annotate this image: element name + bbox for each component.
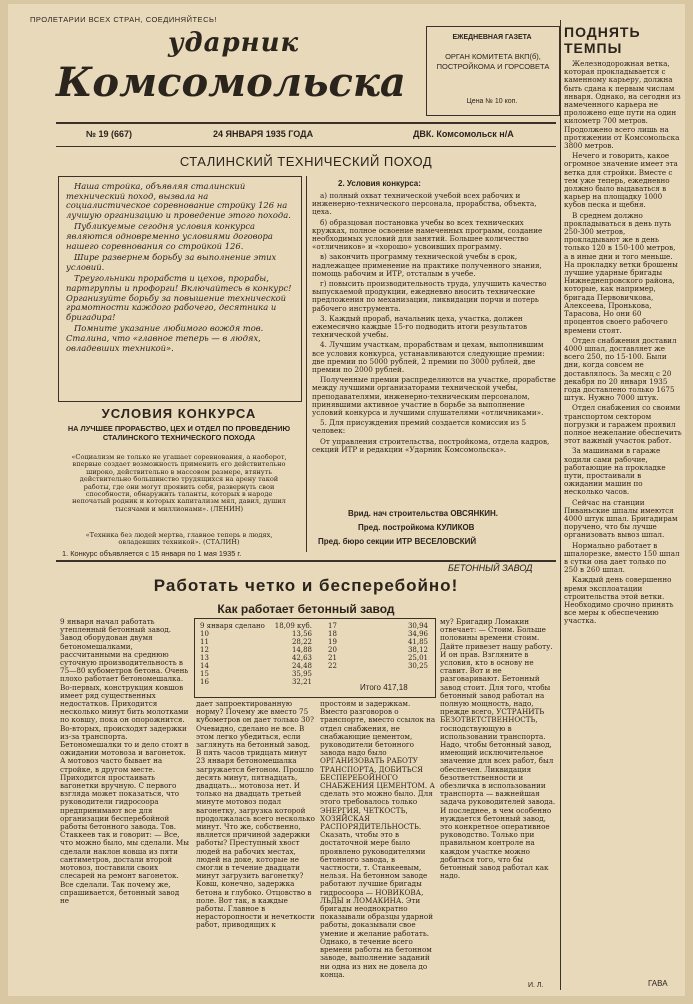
- production-value: 34,96: [407, 630, 428, 638]
- condition-paragraph: а) полный охват технической учебой всех рабочих и инженерно-технического персонала, прорабства, объекта, цеха.: [312, 192, 537, 217]
- production-table-right: [326, 622, 430, 670]
- signature-3: Пред. бюро секции ИТР ВЕСЕЛОВСКИЙ: [318, 537, 477, 546]
- lenin-quote: «Социализм не только не угашает соревнования, а наоборот, впервые создает возможность применить его действительно широко, действительно в массовом размере, втянуть действительно большинство трудящихся на арену такой работы, где они могут проявить себя, развернуть свои способности, обнаружить таланты, которых в народе непочатый родник и которых капитализм мял, давил, душил тысячами и миллионами». (ЛЕНИН): [71, 454, 287, 513]
- production-day: 20: [328, 646, 337, 654]
- condition-paragraph: 4. Лучшим участкам, прорабствам и цехам, выполнившим все условия конкурса, устанавливаются следующие премии: две премии по 5000 рублей, 2 премии по 3000 рублей, две премии по 2000 рублей.: [312, 340, 545, 375]
- production-row: [198, 678, 314, 686]
- production-day: 11: [200, 638, 209, 646]
- production-day: 13: [200, 654, 209, 662]
- right-col-paragraph: Сейчас на станции Пиваньские шпалы имеются 4000 штук шпал. Бригадирам поручено, что бы лучше организовать вывоз шпал.: [564, 497, 678, 540]
- production-table-left: [198, 622, 314, 686]
- production-day: 22: [328, 662, 337, 670]
- intro-paragraph: Наша стройка, объявляя сталинский технический поход, вызвала на социалистическое соревнование стройку 126 на лучшую организацию и проведение этого похода.: [66, 182, 291, 220]
- right-col-paragraph: За машинами в гараже ходили сами рабочие, работающие на прокладке пути, простаивали в ожидании машин по несколько часов.: [564, 446, 666, 497]
- intro-paragraph: Помните указание любимого вождя тов. Сталина, что «главное теперь — в людях, овладевших техникой».: [66, 323, 264, 353]
- concrete-top-rule: [56, 560, 556, 562]
- production-row: [326, 662, 430, 670]
- production-row: [198, 630, 314, 638]
- concrete-headline: Работать четко и бесперебойно!: [153, 576, 459, 595]
- production-row: [326, 622, 430, 630]
- date-rule: [56, 146, 556, 147]
- newspaper-page: [8, 4, 685, 996]
- production-value: 14,88: [291, 646, 312, 654]
- intro-text: [66, 182, 294, 396]
- issue-number: № 19 (667): [86, 129, 133, 139]
- concrete-signature: И. Л.: [528, 982, 544, 989]
- production-value: 30,25: [407, 662, 428, 670]
- concrete-col-1: 9 января начал работать утепленный бетонный завод. Завод оборудован двумя бетономешалками, рассчитанными на среднюю суточную производительность в 75—80 кубометров бетона. Очень плохо работает бетономешалка. Во-первых, конструкция ковшов имеет ряд существенных недостатков. Приходится несколько минут бить молотками по ковшу, пока он опорожнится. Во-вторых, происходят задержки из-за транспорта. Бетономешалки то и дело стоят в ожидании мотовоза и вагонеток. А мотовоз часто бывает на стройке, в другом месте. Приходится простаивать вагонетки вручную. С первого взгляда может показаться, что руководители гидросоора предпринимают все для организации бесперебойной работы бетонного завода. Тов. Стаккеев так и говорит: — Все, что можно было, мы сделали. Мы сделали наклон ковша из пяти сантиметров, достали второй мотовоз, поставили своих слесарей на ремонт вагонеток. Все сделали. Так почему же, спрашивается, бетонный завод не: [60, 618, 189, 905]
- production-day: 15: [200, 670, 209, 678]
- production-day: 14: [200, 662, 209, 670]
- intro-paragraph: Треугольники прорабств и цехов, прорабы, партгруппы и профорги! Включайтесь в конкурс! Организуйте борьбу за повышение технической грамотности каждого рабочего, десятника и бригадира!: [66, 273, 292, 322]
- production-row: [326, 654, 430, 662]
- production-total: Итого 417,18: [360, 683, 408, 692]
- production-value: 28,22: [291, 638, 312, 646]
- production-row: [198, 638, 314, 646]
- production-day: 19: [328, 638, 337, 646]
- stalin-quote: «Техника без людей мертва, главное теперь в людях, овладевших техникой». (СТАЛИН): [85, 532, 273, 547]
- production-row: [326, 638, 430, 646]
- section-title: СТАЛИНСКИЙ ТЕХНИЧЕСКИЙ ПОХОД: [179, 154, 433, 169]
- production-day: 21: [328, 654, 337, 662]
- condition-paragraph: 5. Для присуждения премий создается комиссия из 5 человек:: [312, 418, 527, 436]
- production-value: 30,94: [407, 622, 428, 630]
- production-row: [326, 646, 430, 654]
- production-value: 35,95: [291, 670, 312, 678]
- signature-1: Врид. нач строительства ОВСЯНКИН.: [348, 509, 498, 518]
- right-col-paragraph: Отдел снабжения доставил 4000 шпал, доставляет же всего 250, по 15-100. Были дни, когда совсем не доставлялось. За месяц с 20 декабря по 20 января 1935 года доставлено только 1675 штук. Нужно 7000 штук.: [564, 335, 677, 403]
- production-day: 10: [200, 630, 209, 638]
- production-day: 17: [328, 622, 337, 630]
- masthead-rule: [56, 122, 556, 124]
- condition-paragraph: 3. Каждый прораб, начальник цеха, участка, должен ежемесячно каждые 15-го подводить итоги результатов технической учебы.: [312, 313, 528, 340]
- conditions-divider: [306, 176, 307, 552]
- condition-paragraph: От управления строительства, постройкома, отдела кадров, секций ИТР и редакции «Ударник Комсомольска».: [312, 436, 550, 454]
- point-two-title: 2. Условия конкурса:: [338, 179, 421, 188]
- right-col-title: ПОДНЯТЬ ТЕМПЫ: [564, 24, 641, 56]
- production-day: 12: [200, 646, 209, 654]
- production-row: [198, 662, 314, 670]
- daily-label: ЕЖЕДНЕВНАЯ ГАЗЕТА: [452, 34, 532, 41]
- slogan: ПРОЛЕТАРИИ ВСЕХ СТРАН, СОЕДИНЯЙТЕСЬ!: [30, 15, 217, 24]
- right-col-paragraph: Каждый день совершенно время эксплоатации строительства этой ветки. Необходимо срочно принять все меры к обеспечению участка.: [564, 575, 674, 626]
- concrete-subhead: Как работает бетонный завод: [217, 602, 395, 616]
- production-value: 42,63: [291, 654, 312, 662]
- condition-paragraph: в) закончить программу технической учебы в срок, надлежащее применение на практике полученного знания, помощь рабочим и ИТР, отсталым в учебе.: [312, 252, 542, 278]
- concrete-col-4: му? Бригадир Ломакин отвечает: — Стоим. Больше половины времени стоим. Дайте привезет нашу работу. И он прав. Взгляните в условия, кто в основу не ставит. Вот и не разговаривают. Бетонный завод стоит. Для того, чтобы бетонный завод работал на полную мощность, надо, прежде всего, УСТРАНИТЬ БЕЗОТВЕТСТВЕННОСТЬ, господствующую в использовании транспорта. Надо, чтобы бетонный завод, имеющий исключительное значение для всех работ, был обеспечен. Ликвидация безответственности и обезличка в использовании транспорта — важнейшая задача руководителей завода. И последнее, в чем особенно нуждается бетонный завод, это конкретное оперативное руководство. Только при правильном контроле на каждом участке можно добиться того, что бы бетонный завод работал как надо.: [440, 618, 556, 881]
- production-row: [198, 654, 314, 662]
- concrete-col-3: простоям и задержкам. Вместо разговоров о транспорте, вместо ссылок на отдел снабжения, не снабжающие цементом, руководители бетонного завода надо было ОРГАНИЗОВАТЬ РАБОТУ ТРАНСПОРТА, ДОБИТЬСЯ БЕСПЕРЕБОЙНОГО СНАБЖЕНИЯ ЦЕМЕНТОМ. А сделать это можно было. Для этого требовалось только ЭНЕРГИЯ, ЧЕТКОСТЬ, ХОЗЯЙСКАЯ РАСПОРЯДИТЕЛЬНОСТЬ. Сказать, чтобы это в достаточной мере было проявлено руководителями бетонного завода, в частности, т. Станкеевым, нельзя. На бетонном заводе работают лучшие бригады гидросоора — НОВИКОВА, ЛЬДЫ и ЛОМАКИНА. Эти бригады неоднократно показывали образцы ударной работы, доказывали свое умение и желание работать. Однако, в течение всего времени работы на бетонном заводе, выполнение заданий ни одна из них не довела до конца.: [320, 700, 436, 979]
- signature-2: Пред. постройкома КУЛИКОВ: [358, 523, 475, 532]
- production-row: [198, 646, 314, 654]
- intro-paragraph: Шире развернем борьбу за выполнение этих условий.: [66, 252, 277, 272]
- issue-place: ДВК. Комсомольск н/А: [413, 129, 514, 139]
- production-value: 13,56: [291, 630, 312, 638]
- production-row: [198, 670, 314, 678]
- price-label: Цена № 10 коп.: [466, 98, 518, 105]
- concrete-col-2: дает запроектированную норму? Почему же вместо 75 кубометров он дает только 30? Очевидно, сделано не все. В этом легко убедиться, если заглянуть на бетонный завод. В пять часов тридцать минут 23 января бетономешалка загружается бетоном. Прошло десять минут, пятнадцать, двадцать... мотовоза нет. И только на двадцать третьей минуте мотовоз подал вагонетку, загрузка которой продолжалась всего несколько минут. Что же, собственно, является причиной задержки работы? Преступный хвост людей на рабочих местах, людей на доке, которые не смогли в течение двадцати минут загрузить вагонетку? Ковш, конечно, задержка бетона и глубоко. Отцовство в поле. Вот так, в каждые работы. Главное в нерасторопности и нечеткости работ, приводящих к: [196, 700, 315, 930]
- production-value: 32,21: [291, 678, 312, 686]
- right-col-text: [564, 60, 682, 980]
- production-day: 16: [200, 678, 209, 686]
- conditions-subtitle: НА ЛУЧШЕЕ ПРОРАБСТВО, ЦЕХ И ОТДЕЛ ПО ПРОВЕДЕНИЮ СТАЛИНСКОГО ТЕХНИЧЕСКОГО ПОХОДА: [67, 424, 291, 442]
- condition-paragraph: б) образцовая постановка учебы во всех технических кружках, полное освоение намеченных программ, создание необходимых условий для занятий. Большее количество «отличников» и «хорошо» усвоивших программу.: [312, 217, 543, 252]
- right-col-paragraph: Железнодорожная ветка, которая прокладывается с каменному карьеру, должна быть сдана к первым числам января. Однако, на сегодня из намеченного карьера не проложено еще пути на один километр 700 метров. Продолжено всего лишь на протяжении от Комсомольска 3800 метров.: [564, 60, 681, 151]
- issue-date: 24 ЯНВАРЯ 1935 ГОДА: [213, 129, 314, 139]
- production-day: 9 января сделано: [200, 622, 265, 630]
- right-col-paragraph: В среднем должно прокладываться в день путь 250-300 метров, прокладывают же в день только 120 в 150-100 метров, а в иные дни и того меньше. На прокладку ветки брошены лучшие ударные бригады Нижнеднепровского района, которые, как например, бригада Первовичкова, Алексеева, Пронькова, Тарасова, Но они 60 процентов своего рабочего времени стоят.: [564, 210, 678, 335]
- condition-paragraph: г) повысить производительность труда, улучшить качество выпускаемой продукции, ежедневно вносить технические предложения по механизации, ликвидации порчи и потерь рабочего инструмента.: [312, 279, 547, 313]
- organ-label: ОРГАН КОМИТЕТА ВКП(б), ПОСТРОЙКОМА И ГОРСОВЕТА: [436, 52, 550, 71]
- production-value: 41,85: [407, 638, 428, 646]
- production-value: 38,12: [407, 646, 428, 654]
- right-col-paragraph: Отдел снабжения со своими транспортом сектором погрузки и гаражем проявил полное нежелание обеспечить этот важный участок работ.: [564, 403, 682, 446]
- right-col-paragraph: Нормально работает в шпалорезке, вместо 150 шпал в сутки она дает только по 250 в 260 шпал.: [564, 540, 680, 575]
- conditions-text: [312, 192, 556, 508]
- production-row: [198, 622, 314, 630]
- concrete-rubric: БЕТОННЫЙ ЗАВОД: [448, 563, 533, 573]
- production-value: 25,01: [407, 654, 428, 662]
- production-value: 18,09 куб.: [274, 622, 312, 630]
- masthead-line1: ударник: [168, 28, 300, 58]
- point-one: 1. Конкурс объявляется с 15 января по 1 мая 1935 г.: [62, 549, 242, 558]
- production-day: 18: [328, 630, 337, 638]
- intro-paragraph: Публикуемые сегодня условия конкурса являются одновременно условиями договора нашего соревнования со стройкой 126.: [66, 221, 273, 251]
- production-value: 24,48: [291, 662, 312, 670]
- right-col-paragraph: Нечего и говорить, какое огромное значение имеет эта ветка для стройки. Вместе с тем уже теперь, ежедневно должно было выдаваться в карьер на площадку 1000 кубов песка и щебня.: [564, 151, 678, 210]
- condition-paragraph: Полученные премии распределяются на участке, прорабстве между лучшими организаторами технической учебы, преподавателями, инженерно-техническим персоналом, принявшими активное участие в борьбе за выполнение условий конкурса и лучшими слушателями «отличниками».: [312, 375, 556, 418]
- masthead-line2: Комсомольска: [56, 59, 406, 106]
- right-col-divider: [560, 20, 561, 990]
- production-row: [326, 630, 430, 638]
- conditions-title: УСЛОВИЯ КОНКУРСА: [101, 406, 257, 421]
- right-col-signature: ГАВА: [648, 979, 668, 988]
